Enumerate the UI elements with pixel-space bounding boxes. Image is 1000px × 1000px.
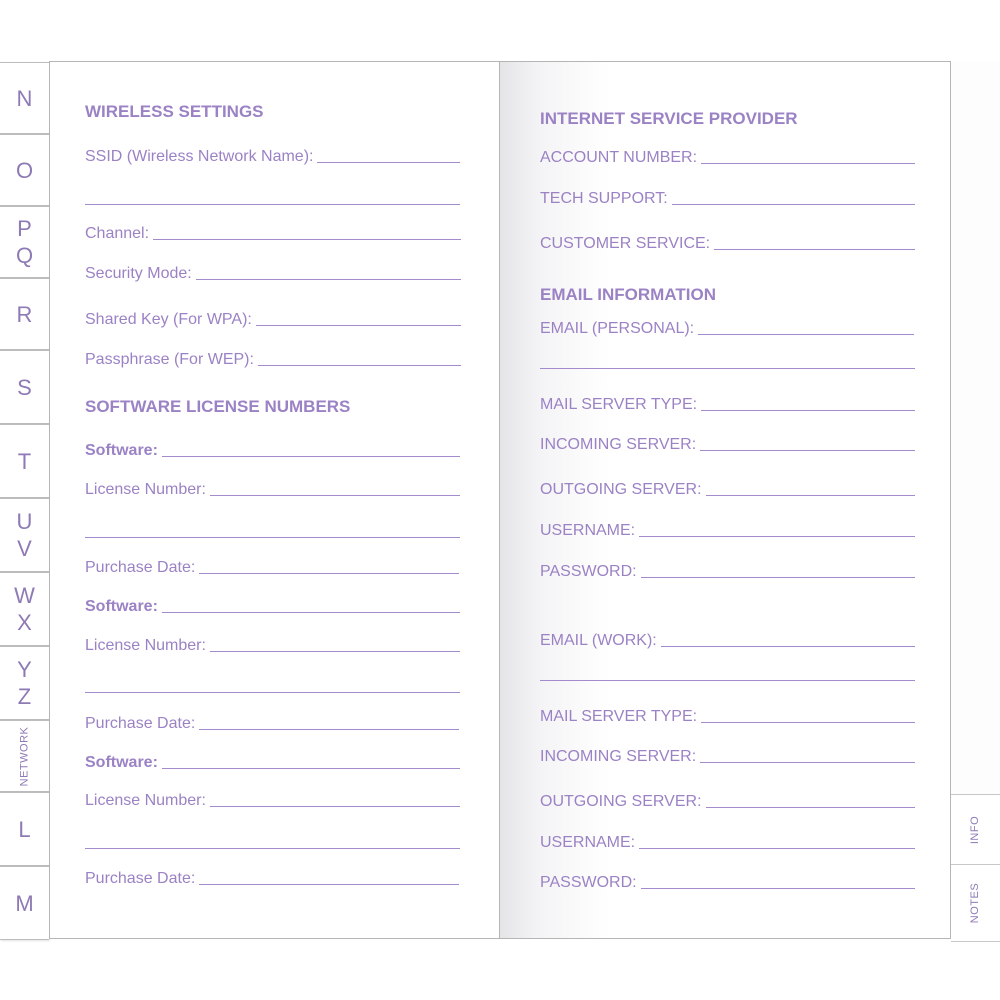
incoming-server-label: INCOMING SERVER:	[540, 748, 697, 765]
email-work-field[interactable]	[540, 630, 915, 650]
outgoing-server-line	[706, 494, 915, 496]
account-number-line	[701, 162, 915, 164]
outgoing-server-field-2[interactable]	[540, 791, 915, 811]
tab-label: U V	[16, 509, 33, 561]
incoming-server-line	[700, 761, 915, 763]
customer-service-label: CUSTOMER SERVICE:	[540, 235, 711, 252]
purchase-date-label: Purchase Date:	[85, 559, 196, 576]
outgoing-server-label: OUTGOING SERVER:	[540, 481, 702, 498]
tab-label: T	[17, 448, 32, 474]
tech-support-line	[672, 203, 915, 205]
tab-label: L	[18, 816, 31, 842]
purchase-date-field-1[interactable]	[85, 557, 459, 577]
customer-service-field[interactable]	[540, 233, 915, 253]
tab-s[interactable]	[0, 350, 49, 424]
outgoing-server-label: OUTGOING SERVER:	[540, 793, 702, 810]
ssid-field[interactable]	[85, 146, 460, 166]
channel-line	[153, 238, 461, 240]
tab-label: W X	[14, 583, 35, 635]
tab-label: NOTES	[969, 882, 982, 924]
channel-field[interactable]	[85, 223, 461, 243]
security-mode-label: Security Mode:	[85, 265, 192, 282]
passphrase-label: Passphrase (For WEP):	[85, 351, 254, 368]
software-line	[162, 767, 460, 769]
tab-l[interactable]	[0, 792, 49, 866]
software-line	[162, 455, 460, 457]
tab-label: NETWORK	[18, 726, 31, 786]
software-label: Software:	[85, 754, 158, 771]
tab-uv[interactable]	[0, 498, 49, 572]
software-label: Software:	[85, 598, 158, 615]
account-number-field[interactable]	[540, 147, 915, 167]
software-field-3[interactable]	[85, 752, 460, 772]
tab-network[interactable]	[0, 720, 49, 792]
shared-key-field[interactable]	[85, 309, 461, 329]
license-extra-line-1[interactable]	[85, 537, 460, 538]
right-page-edge	[951, 61, 1000, 794]
email-personal-field[interactable]	[540, 318, 914, 338]
channel-label: Channel:	[85, 225, 150, 242]
software-line	[162, 611, 460, 613]
passphrase-line	[258, 364, 461, 366]
tab-n[interactable]	[0, 62, 49, 134]
password-field-1[interactable]	[540, 561, 915, 581]
mail-server-type-field-1[interactable]	[540, 394, 915, 414]
purchase-date-line	[199, 572, 459, 574]
email-personal-extra-line[interactable]	[540, 368, 915, 369]
password-line	[641, 576, 915, 578]
license-number-label: License Number:	[85, 637, 206, 654]
mail-server-type-label: MAIL SERVER TYPE:	[540, 708, 698, 725]
software-field-1[interactable]	[85, 440, 460, 460]
tab-r[interactable]	[0, 278, 49, 350]
password-line	[641, 887, 915, 889]
shared-key-label: Shared Key (For WPA):	[85, 311, 252, 328]
tab-info[interactable]	[951, 794, 1000, 866]
license-number-field-3[interactable]	[85, 790, 460, 810]
software-label: Software:	[85, 442, 158, 459]
email-work-line	[661, 645, 915, 647]
tech-support-label: TECH SUPPORT:	[540, 190, 668, 207]
license-number-field-2[interactable]	[85, 635, 460, 655]
tab-t[interactable]	[0, 424, 49, 498]
email-personal-label: EMAIL (PERSONAL):	[540, 320, 695, 337]
email-work-extra-line[interactable]	[540, 680, 915, 681]
tab-yz[interactable]	[0, 646, 49, 720]
password-label: PASSWORD:	[540, 563, 637, 580]
purchase-date-field-3[interactable]	[85, 868, 459, 888]
customer-service-line	[714, 248, 915, 250]
tab-pq[interactable]	[0, 206, 49, 278]
password-field-2[interactable]	[540, 872, 915, 892]
mail-server-type-field-2[interactable]	[540, 706, 915, 726]
license-number-line	[210, 494, 460, 496]
ssid-extra-line[interactable]	[85, 204, 460, 205]
tab-label: M	[15, 890, 34, 916]
outgoing-server-line	[706, 806, 915, 808]
incoming-server-field-1[interactable]	[540, 434, 915, 454]
email-personal-line	[698, 333, 914, 335]
security-mode-line	[196, 278, 461, 280]
incoming-server-line	[700, 449, 915, 451]
purchase-date-label: Purchase Date:	[85, 715, 196, 732]
username-field-2[interactable]	[540, 832, 915, 852]
shared-key-line	[256, 324, 461, 326]
username-field-1[interactable]	[540, 520, 915, 540]
username-label: USERNAME:	[540, 834, 636, 851]
isp-heading: INTERNET SERVICE PROVIDER	[540, 109, 798, 128]
incoming-server-field-2[interactable]	[540, 746, 915, 766]
mail-server-type-line	[701, 721, 915, 723]
security-mode-field[interactable]	[85, 263, 461, 283]
tab-notes[interactable]	[951, 864, 1000, 942]
ssid-line	[317, 161, 460, 163]
purchase-date-line	[199, 883, 459, 885]
license-extra-line-3[interactable]	[85, 848, 460, 849]
purchase-date-line	[199, 728, 459, 730]
ssid-label: SSID (Wireless Network Name):	[85, 148, 314, 165]
software-field-2[interactable]	[85, 596, 460, 616]
account-number-label: ACCOUNT NUMBER:	[540, 149, 698, 166]
license-number-line	[210, 805, 460, 807]
username-label: USERNAME:	[540, 522, 636, 539]
username-line	[639, 535, 915, 537]
tab-label: S	[17, 374, 32, 400]
tab-label: O	[15, 157, 34, 183]
incoming-server-label: INCOMING SERVER:	[540, 436, 697, 453]
license-number-label: License Number:	[85, 792, 206, 809]
tab-label: R	[16, 301, 33, 327]
tab-wx[interactable]	[0, 572, 49, 646]
license-number-field-1[interactable]	[85, 479, 460, 499]
license-extra-line-2[interactable]	[85, 692, 460, 693]
tab-o[interactable]	[0, 134, 49, 206]
software-license-heading: SOFTWARE LICENSE NUMBERS	[85, 397, 351, 416]
purchase-date-label: Purchase Date:	[85, 870, 196, 887]
username-line	[639, 847, 915, 849]
license-number-line	[210, 650, 460, 652]
wireless-settings-heading: WIRELESS SETTINGS	[85, 102, 264, 121]
tech-support-field[interactable]	[540, 188, 915, 208]
outgoing-server-field-1[interactable]	[540, 479, 915, 499]
password-label: PASSWORD:	[540, 874, 637, 891]
tab-label: INFO	[969, 815, 982, 845]
license-number-label: License Number:	[85, 481, 206, 498]
email-work-label: EMAIL (WORK):	[540, 632, 657, 649]
tab-label: P Q	[15, 216, 34, 268]
tab-label: Y Z	[17, 657, 32, 709]
email-information-heading: EMAIL INFORMATION	[540, 285, 716, 304]
passphrase-field[interactable]	[85, 349, 461, 369]
tab-m[interactable]	[0, 866, 49, 940]
purchase-date-field-2[interactable]	[85, 713, 459, 733]
tab-label: N	[16, 85, 33, 111]
mail-server-type-label: MAIL SERVER TYPE:	[540, 396, 698, 413]
mail-server-type-line	[701, 409, 915, 411]
